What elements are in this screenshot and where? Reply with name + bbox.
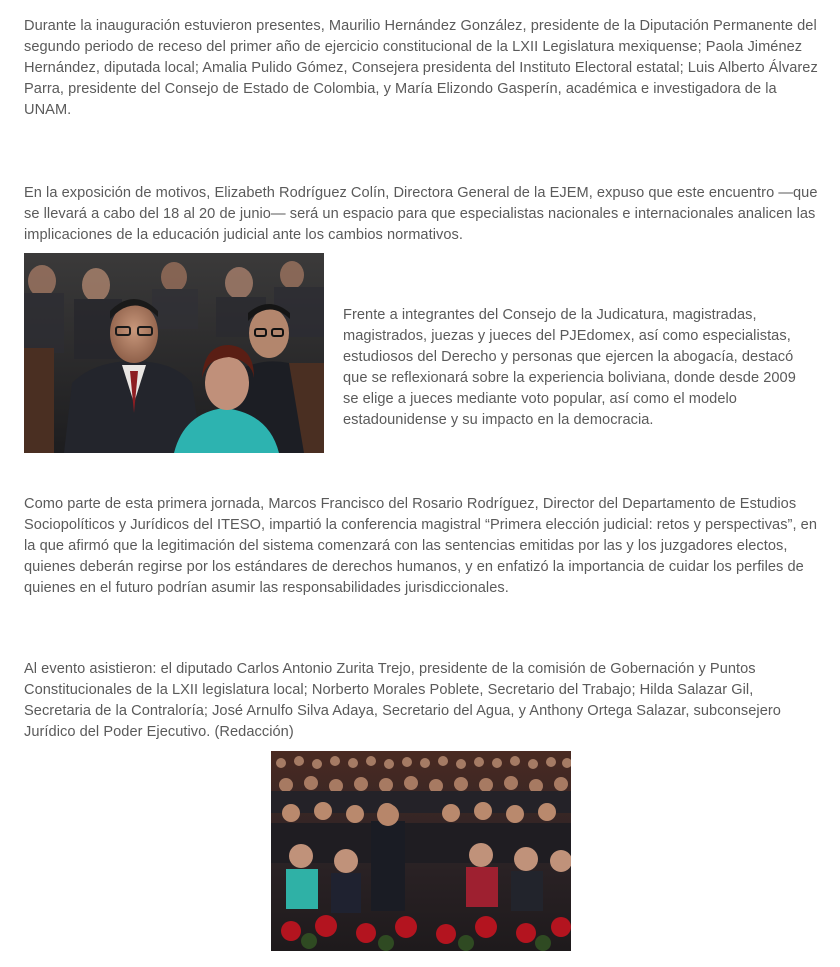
auditorium-photo bbox=[271, 751, 571, 951]
paragraph-attendees: Al evento asistieron: el diputado Carlos Antonio Zurita Trejo, presidente de la comisión de Gobernación y Puntos Constitucionales de la LXII legislatura local; Norberto Morales Poblete, Secretario del Trabajo; Hilda Salazar Gil, Secretaria de la Contraloría; José Arnulfo Silva Adaya, Secretario del Agua, y Anthony Ortega Salazar, subconsejero Jurídico del Poder Ejecutivo. (Redacción) bbox=[24, 661, 781, 740]
paragraph-exposition: En la exposición de motivos, Elizabeth Rodríguez Colín, Directora General de la EJEM, expuso que este encuentro —que se llevará a cabo del 18 al 20 de junio— será un espacio para que especialistas nacionales e internacionales analicen las implicaciones de la educación judicial ante los cambios normativos. bbox=[24, 185, 818, 243]
audience-photo-officials bbox=[24, 253, 324, 453]
paragraph-judiciary: Frente a integrantes del Consejo de la Judicatura, magistradas, magistrados, juezas y jueces del PJEdomex, así como especialistas, estudiosos del Derecho y personas que ejercen la abogacía, destacó que se reflexionará sobre la experiencia boliviana, donde desde 2009 se elige a jueces mediante voto popular, así como el modelo estadounidense y su impacto en la democracia. bbox=[343, 307, 796, 428]
paragraph-inauguration: Durante la inauguración estuvieron presentes, Maurilio Hernández González, presidente de la Diputación Permanente del segundo periodo de receso del primer año de ejercicio constitucional de la LXII Legislatura mexiquense; Paola Jiménez Hernández, diputada local; Amalia Pulido Gómez, Consejera presidenta del Instituto Electoral estatal; Luis Alberto Álvarez Parra, presidente del Consejo de Estado de Colombia, y María Elizondo Gasperín, académica e investigadora de la UNAM. bbox=[24, 18, 818, 118]
paragraph-conference: Como parte de esta primera jornada, Marcos Francisco del Rosario Rodríguez, Director del Departamento de Estudios Sociopolíticos y Jurídicos del ITESO, impartió la conferencia magistral “Primera elección judicial: retos y perspectivas”, en la que afirmó que la legitimación del sistema comenzará con las sentencias emitidas por las y los juzgadores electos, quienes deberán regirse por los estándares de derechos humanos, y en enfatizó la importancia de cuidar los perfiles de quienes en el futuro podrían asumir las responsabilidades jurisdiccionales. bbox=[24, 496, 818, 596]
